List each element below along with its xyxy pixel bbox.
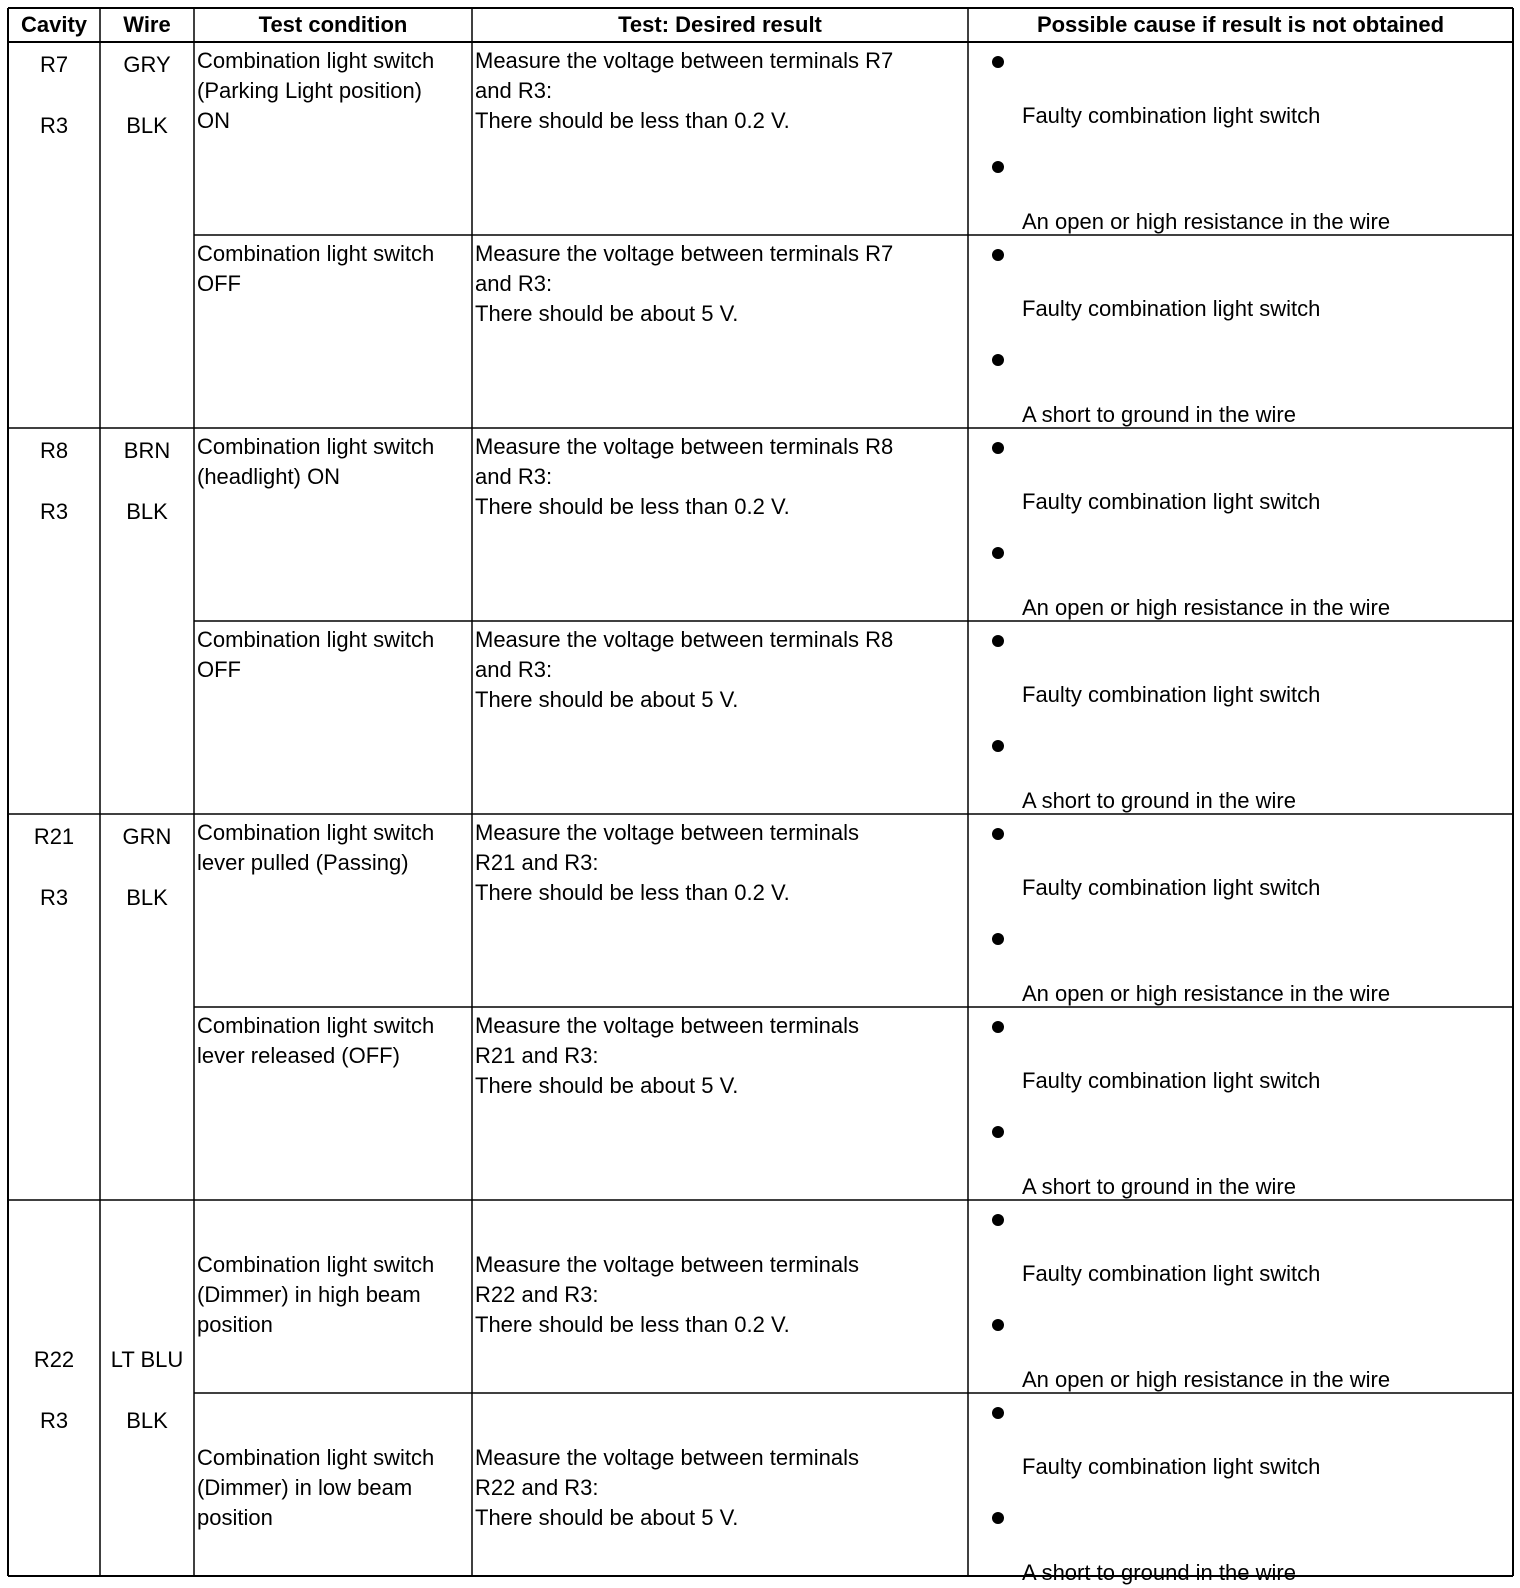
desired-result-text: There should be about 5 V.	[475, 1073, 739, 1098]
test-condition-text: (Parking Light position)	[197, 78, 423, 103]
cavity-label: R3	[39, 499, 69, 524]
desired-result-text: and R3:	[475, 78, 553, 103]
test-condition-text: (Dimmer) in high beam	[197, 1282, 421, 1307]
possible-cause-text: An open or high resistance in the wire	[1022, 595, 1391, 620]
cavity-label: R3	[39, 113, 69, 138]
desired-result-text: There should be less than 0.2 V.	[475, 108, 790, 133]
desired-result-text: Measure the voltage between terminals	[475, 1252, 859, 1277]
bullet-icon	[992, 933, 1004, 945]
possible-cause-text: An open or high resistance in the wire	[1022, 981, 1391, 1006]
bullet-icon	[992, 161, 1004, 173]
possible-cause-text: Faulty combination light switch	[1022, 1261, 1321, 1286]
cavity-label: R3	[39, 1408, 69, 1433]
desired-result-text: Measure the voltage between terminals	[475, 820, 859, 845]
test-condition-text: Combination light switch	[197, 627, 435, 652]
possible-cause-text: Faulty combination light switch	[1022, 489, 1321, 514]
bullet-icon	[992, 56, 1004, 68]
test-condition-text: OFF	[197, 657, 241, 682]
possible-cause-text: A short to ground in the wire	[1022, 1174, 1296, 1199]
possible-cause-text: Faulty combination light switch	[1022, 296, 1321, 321]
test-condition-text: position	[197, 1505, 273, 1530]
bullet-icon	[992, 1319, 1004, 1331]
wire-color-label: BLK	[126, 885, 168, 910]
test-condition-text: Combination light switch	[197, 1445, 435, 1470]
possible-cause-text: A short to ground in the wire	[1022, 402, 1296, 427]
desired-result-text: There should be about 5 V.	[475, 1505, 739, 1530]
bullet-icon	[992, 1214, 1004, 1226]
bullet-icon	[992, 635, 1004, 647]
column-header: Test condition	[258, 12, 408, 37]
bullet-icon	[992, 249, 1004, 261]
test-condition-text: Combination light switch	[197, 1013, 435, 1038]
bullet-icon	[992, 828, 1004, 840]
cavity-label: R3	[39, 885, 69, 910]
test-condition-text: (headlight) ON	[197, 464, 341, 489]
bullet-icon	[992, 1126, 1004, 1138]
possible-cause-text: An open or high resistance in the wire	[1022, 209, 1391, 234]
desired-result-text: There should be less than 0.2 V.	[475, 1312, 790, 1337]
test-condition-text: Combination light switch	[197, 820, 435, 845]
desired-result-text: R22 and R3:	[475, 1475, 599, 1500]
bullet-icon	[992, 1512, 1004, 1524]
desired-result-text: and R3:	[475, 271, 553, 296]
desired-result-text: Measure the voltage between terminals R7	[475, 48, 894, 73]
test-condition-text: Combination light switch	[197, 241, 435, 266]
test-condition-text: (Dimmer) in low beam	[197, 1475, 413, 1500]
wire-color-label: BRN	[123, 438, 171, 463]
desired-result-text: R21 and R3:	[475, 1043, 599, 1068]
column-header: Test: Desired result	[618, 12, 822, 37]
desired-result-text: There should be about 5 V.	[475, 301, 739, 326]
bullet-icon	[992, 547, 1004, 559]
bullet-icon	[992, 740, 1004, 752]
desired-result-text: and R3:	[475, 464, 553, 489]
wire-color-label: BLK	[126, 113, 168, 138]
bullet-icon	[992, 354, 1004, 366]
column-header: Cavity	[20, 12, 88, 37]
possible-cause-text: Faulty combination light switch	[1022, 1068, 1321, 1093]
possible-cause-text: Faulty combination light switch	[1022, 103, 1321, 128]
wire-color-label: BLK	[126, 1408, 168, 1433]
possible-cause-text: Faulty combination light switch	[1022, 875, 1321, 900]
possible-cause-text: A short to ground in the wire	[1022, 1560, 1296, 1585]
bullet-icon	[992, 1021, 1004, 1033]
test-condition-text: lever released (OFF)	[197, 1043, 400, 1068]
cavity-label: R22	[33, 1347, 75, 1372]
wire-color-label: GRY	[123, 52, 171, 77]
test-condition-text: position	[197, 1312, 273, 1337]
bullet-icon	[992, 442, 1004, 454]
desired-result-text: Measure the voltage between terminals R8	[475, 627, 894, 652]
cavity-label: R21	[33, 824, 75, 849]
possible-cause-text: A short to ground in the wire	[1022, 788, 1296, 813]
desired-result-text: Measure the voltage between terminals R8	[475, 434, 894, 459]
wire-color-label: LT BLU	[110, 1347, 184, 1372]
possible-cause-text: Faulty combination light switch	[1022, 1454, 1321, 1479]
test-condition-text: lever pulled (Passing)	[197, 850, 409, 875]
wire-color-label: BLK	[126, 499, 168, 524]
test-condition-text: OFF	[197, 271, 241, 296]
test-condition-text: Combination light switch	[197, 434, 435, 459]
desired-result-text: and R3:	[475, 657, 553, 682]
cavity-label: R7	[39, 52, 69, 77]
possible-cause-text: Faulty combination light switch	[1022, 682, 1321, 707]
desired-result-text: There should be less than 0.2 V.	[475, 494, 790, 519]
desired-result-text: Measure the voltage between terminals R7	[475, 241, 894, 266]
cavity-label: R8	[39, 438, 69, 463]
desired-result-text: There should be about 5 V.	[475, 687, 739, 712]
test-condition-text: Combination light switch	[197, 1252, 435, 1277]
desired-result-text: There should be less than 0.2 V.	[475, 880, 790, 905]
desired-result-text: Measure the voltage between terminals	[475, 1445, 859, 1470]
test-condition-text: Combination light switch	[197, 48, 435, 73]
column-header: Possible cause if result is not obtained	[1036, 12, 1445, 37]
desired-result-text: R22 and R3:	[475, 1282, 599, 1307]
test-condition-text: ON	[197, 108, 230, 133]
desired-result-text: R21 and R3:	[475, 850, 599, 875]
wire-color-label: GRN	[122, 824, 172, 849]
possible-cause-text: An open or high resistance in the wire	[1022, 1367, 1391, 1392]
bullet-icon	[992, 1407, 1004, 1419]
column-header: Wire	[123, 12, 171, 37]
desired-result-text: Measure the voltage between terminals	[475, 1013, 859, 1038]
